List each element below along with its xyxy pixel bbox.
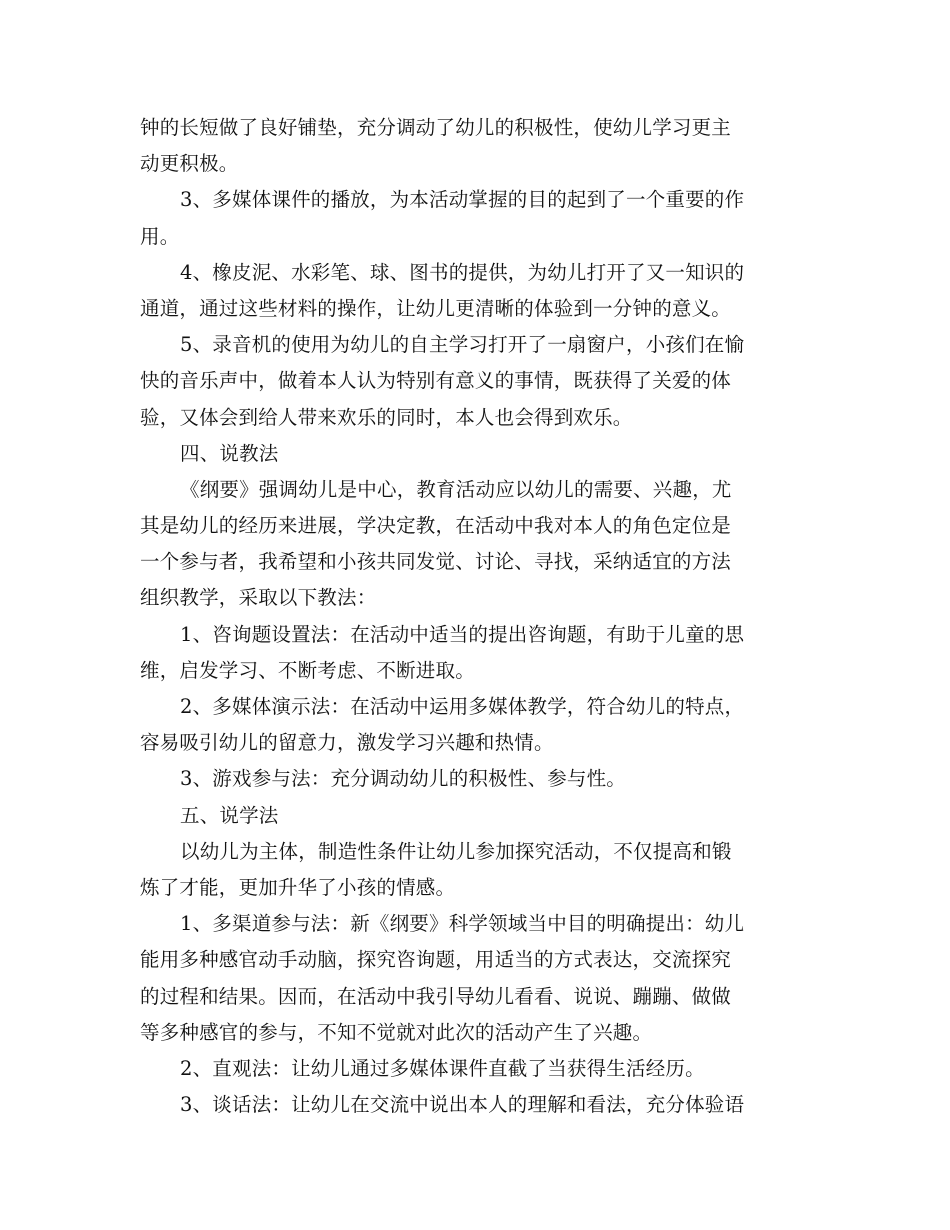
text-line: 4、橡皮泥、水彩笔、球、图书的提供，为幼儿打开了又一知识的 bbox=[180, 260, 745, 284]
text-line: 等多种感官的参与，不知不觉就对此次的活动产生了兴趣。 bbox=[140, 1020, 653, 1044]
text-line: 四、说教法 bbox=[180, 441, 279, 465]
text-line: 2、直观法：让幼儿通过多媒体课件直截了当获得生活经历。 bbox=[180, 1056, 705, 1080]
text-line: 炼了才能，更加升华了小孩的情感。 bbox=[140, 875, 456, 899]
text-line: 5、录音机的使用为幼儿的自主学习打开了一扇窗户，小孩们在愉 bbox=[180, 333, 745, 357]
text-line: 快的音乐声中，做着本人认为特别有意义的事情，既获得了关爱的体 bbox=[140, 369, 732, 393]
text-line: 动更积极。 bbox=[140, 152, 239, 176]
text-line: 3、谈话法：让幼儿在交流中说出本人的理解和看法，充分体验语 bbox=[180, 1093, 745, 1117]
text-line: 3、多媒体课件的播放，为本活动掌握的目的起到了一个重要的作 bbox=[180, 188, 745, 212]
text-line: 用。 bbox=[140, 224, 180, 248]
text-line: 以幼儿为主体，制造性条件让幼儿参加探究活动，不仅提高和锻 bbox=[180, 839, 732, 863]
text-line: 钟的长短做了良好铺垫，充分调动了幼儿的积极性，使幼儿学习更主 bbox=[140, 116, 732, 139]
text-line: 1、咨询题设置法：在活动中适当的提出咨询题，有助于儿童的思 bbox=[180, 622, 745, 646]
document-body bbox=[140, 110, 810, 1123]
text-line: 2、多媒体演示法：在活动中运用多媒体教学，符合幼儿的特点， bbox=[180, 695, 745, 718]
text-line: 3、游戏参与法：充分调动幼儿的积极性、参与性。 bbox=[180, 767, 627, 791]
text-line: 维，启发学习、不断考虑、不断进取。 bbox=[140, 658, 475, 682]
text-line: 能用多种感官动手动脑，探究咨询题，用适当的方式表达，交流探究 bbox=[140, 948, 732, 972]
text-line: 验，又体会到给人带来欢乐的同时，本人也会得到欢乐。 bbox=[140, 405, 633, 429]
text-line: 组织教学，采取以下教法： bbox=[140, 586, 377, 610]
text-line: 的过程和结果。因而，在活动中我引导幼儿看看、说说、蹦蹦、做做 bbox=[140, 984, 732, 1008]
text-line: 容易吸引幼儿的留意力，激发学习兴趣和热情。 bbox=[140, 731, 554, 755]
text-line: 五、说学法 bbox=[180, 803, 279, 827]
text-line: 一个参与者，我希望和小孩共同发觉、讨论、寻找，采纳适宜的方法 bbox=[140, 550, 732, 574]
text-line: 《纲要》强调幼儿是中心，教育活动应以幼儿的需要、兴趣，尤 bbox=[180, 477, 732, 501]
text-line: 其是幼儿的经历来进展，学决定教，在活动中我对本人的角色定位是 bbox=[140, 514, 732, 538]
text-line: 1、多渠道参与法：新《纲要》科学领域当中目的明确提出：幼儿 bbox=[180, 912, 745, 936]
text-line: 通道，通过这些材料的操作，让幼儿更清晰的体验到一分钟的意义。 bbox=[140, 296, 732, 320]
